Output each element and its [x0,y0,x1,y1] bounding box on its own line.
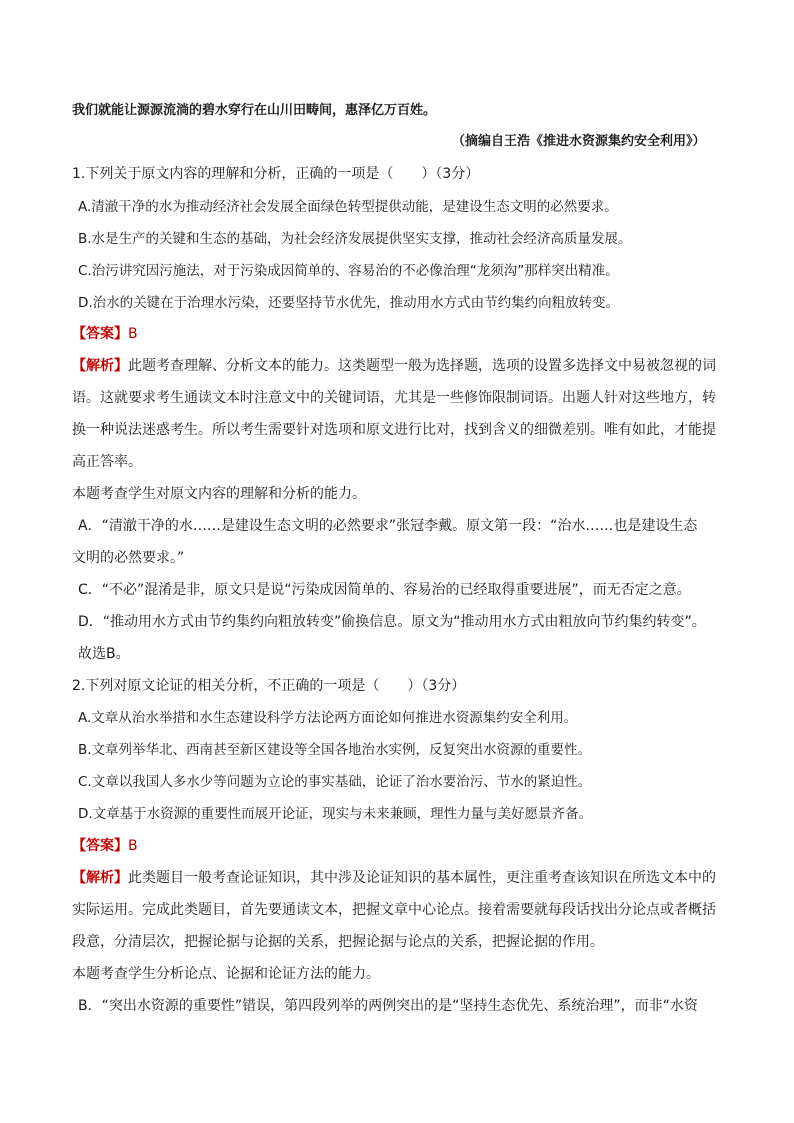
answer-tag: 【答案】 [72,838,128,854]
passage-source: （摘编自王浩《推进水资源集约安全利用》） [452,134,706,149]
question1-analysis-line-4: 高正答率。 [72,454,142,470]
question1-option-d: D.治水的关键在于治理水污染，还要坚持节水优先，推动用水方式由节约集约向粗放转变。 [78,295,620,311]
question1-stem: 1.下列关于原文内容的理解和分析，正确的一项是（ ）（3分） [72,166,480,182]
question2-option-c: C.文章以我国人多水少等问题为立论的事实基础，论证了治水要治污、节水的紧迫性。 [78,774,592,790]
question2-focus: 本题考查学生分析论点、论据和论证方法的能力。 [72,966,380,982]
question1-option-b: B.水是生产的关键和生态的基础，为社会经济发展提供坚实支撑，推动社会经济高质量发展。 [78,231,632,247]
passage-closing-line: 我们就能让源源流淌的碧水穿行在山川田畴间，惠泽亿万百姓。 [72,103,437,118]
question1-analysis-line-1 [72,357,716,375]
question1-conclusion: 故选B。 [78,646,130,662]
analysis-tag: 【解析】 [72,358,128,374]
question2-analysis-line-1 [72,869,716,887]
question2-option-d: D.文章基于水资源的重要性而展开论证，现实与未来兼顾，理性力量与美好愿景齐备。 [78,806,593,822]
question2-option-b: B.文章列举华北、西南甚至新区建设等全国各地治水实例，反复突出水资源的重要性。 [78,742,592,758]
question2-answer [72,837,138,855]
question1-explain-a-2: 文明的必然要求。” [72,550,185,566]
answer-value: B [128,326,138,342]
analysis-text: 此类题目一般考查论证知识，其中涉及论证知识的基本属性，更注重考查该知识在所选文本中的 [128,870,716,886]
question1-analysis-line-3: 换一种说法迷惑考生。所以考生需要针对选项和原文进行比对，找到含义的细微差别。唯有如此，才能提 [72,422,716,438]
question1-explain-a-1: A．“清澈干净的水……是建设生态文明的必然要求”张冠李戴。原文第一段：“治水……也是建设生态 [78,518,698,534]
answer-tag: 【答案】 [72,326,128,342]
question1-explain-c: C．“不必”混淆是非，原文只是说“污染成因简单的、容易治的已经取得重要进展”，而无否定之意。 [78,582,691,598]
question2-stem: 2.下列对原文论证的相关分析，不正确的一项是（ ）（3分） [72,678,466,694]
question1-answer [72,325,138,343]
question2-analysis-line-3: 段意，分清层次，把握论据与论据的关系，把握论据与论点的关系，把握论据的作用。 [72,934,604,950]
question2-option-a: A.文章从治水举措和水生态建设科学方法论两方面论如何推进水资源集约安全利用。 [78,710,578,726]
analysis-tag: 【解析】 [72,870,128,886]
question2-explain-b: B．“突出水资源的重要性”错误，第四段列举的两例突出的是“坚持生态优先、系统治理”，而非“水资 [78,998,698,1014]
question1-option-a: A.清澈干净的水为推动经济社会发展全面绿色转型提供动能，是建设生态文明的必然要求。 [78,199,618,215]
analysis-text: 此题考查理解、分析文本的能力。这类题型一般为选择题，选项的设置多选择文中易被忽视的词 [128,358,716,374]
answer-value: B [128,838,138,854]
question1-option-c: C.治污讲究因污施法，对于污染成因简单的、容易治的不必像治理“龙须沟”那样突出精准。 [78,263,619,279]
question1-focus: 本题考查学生对原文内容的理解和分析的能力。 [72,486,366,502]
question1-explain-d: D．“推动用水方式由节约集约向粗放转变”偷换信息。原文为“推动用水方式由粗放向节约集约转变”。 [78,614,706,630]
question2-analysis-line-2: 实际运用。完成此类题目，首先要通读文本，把握文章中心论点。接着需要就每段话找出分论点或者概括 [72,902,716,918]
question1-analysis-line-2: 语。这就要求考生通读文本时注意文中的关键词语，尤其是一些修饰限制词语。出题人针对这些地方，转 [72,390,716,406]
